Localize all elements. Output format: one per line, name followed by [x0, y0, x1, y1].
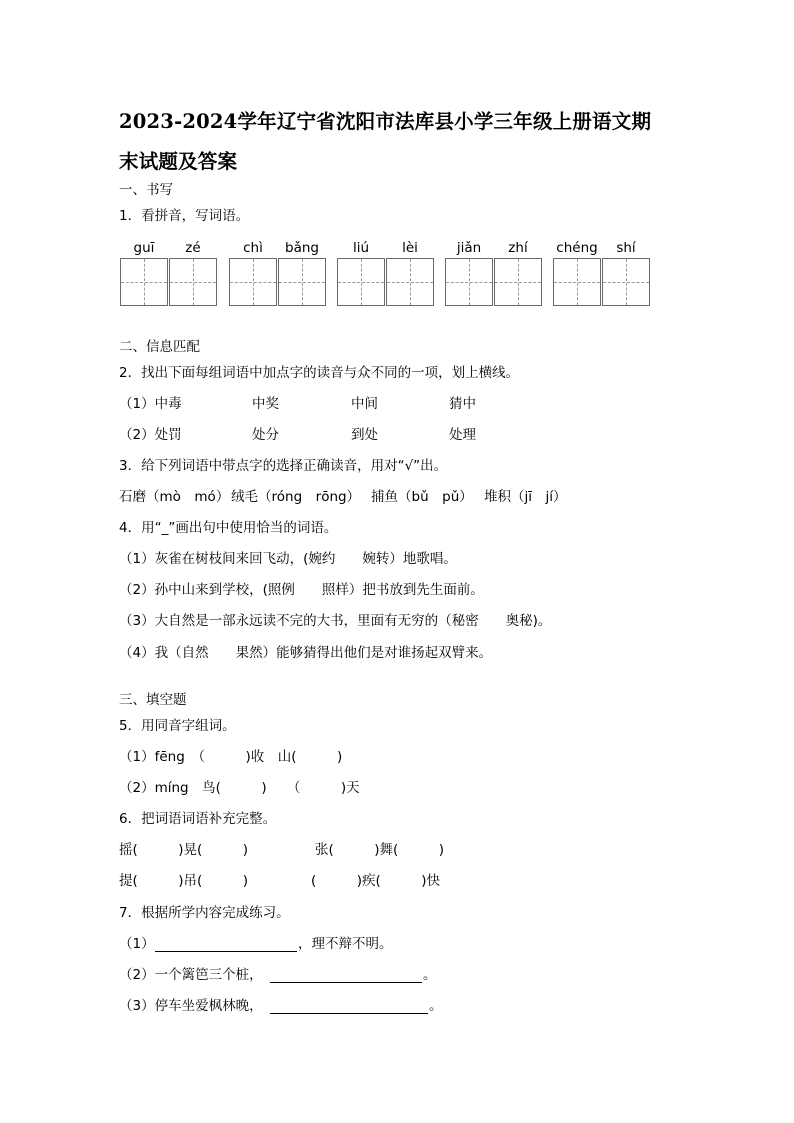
pinyin-label: liú — [352, 240, 370, 256]
q3-item: 堆积（jī jí） — [484, 489, 567, 505]
question-3-prompt: 3．给下列词语中带点字的选择正确读音，用对“√”出。 — [119, 458, 448, 474]
pinyin-label: bǎng — [285, 240, 319, 256]
pinyin-label: chéng — [556, 240, 598, 256]
writing-grid-box[interactable] — [278, 258, 326, 306]
page-title-line2: 末试题及答案 — [119, 150, 238, 173]
question-5-prompt: 5．用同音字组词。 — [119, 718, 236, 734]
writing-grid-box[interactable] — [229, 258, 277, 306]
pinyin-label: chì — [243, 240, 263, 256]
q3-item: 绒毛（róng rōng） — [231, 489, 361, 505]
writing-grid-box[interactable] — [337, 258, 385, 306]
q2-row1-item: 中奖 — [252, 396, 279, 412]
section-heading-fill-in: 三、填空题 — [119, 692, 187, 708]
q4-item: （2）孙中山来到学校，(照例 照样）把书放到先生面前。 — [119, 582, 484, 598]
q2-row1-item: 猜中 — [449, 396, 476, 412]
q7-item3-suffix: 。 — [429, 998, 443, 1014]
q4-item: （4）我（自然 果然）能够猜得出他们是对谁扬起双臂来。 — [119, 645, 493, 661]
q7-answer-blank[interactable] — [270, 1013, 428, 1014]
pinyin-label: guī — [133, 240, 155, 256]
section-heading-writing: 一、书写 — [119, 182, 173, 198]
q5-item: （2）míng 鸟( ) （ )天 — [119, 780, 360, 796]
q7-item2-prefix: （2）一个篱笆三个桩， — [119, 967, 263, 983]
question-7-prompt: 7．根据所学内容完成练习。 — [119, 905, 290, 921]
q6-item: 提( )吊( ) — [119, 873, 249, 889]
q3-item: 石磨（mò mó） — [119, 489, 230, 505]
writing-grid-box[interactable] — [494, 258, 542, 306]
q4-item: （1）灰雀在树枝间来回飞动，(婉约 婉转）地歌唱。 — [119, 551, 457, 567]
pinyin-label: shí — [616, 240, 636, 256]
question-2-prompt: 2．找出下面每组词语中加点字的读音与众不同的一项，划上横线。 — [119, 365, 520, 381]
q7-item2-suffix: 。 — [423, 967, 437, 983]
q2-row1-item: （1）中毒 — [119, 396, 182, 412]
pinyin-label: jiǎn — [456, 240, 482, 256]
question-4-prompt: 4．用“_”画出句中使用恰当的词语。 — [119, 520, 338, 536]
page-title-line1: 2023-2024学年辽宁省沈阳市法库县小学三年级上册语文期 — [119, 110, 652, 133]
writing-grid-box[interactable] — [445, 258, 493, 306]
question-1-prompt: 1．看拼音，写词语。 — [119, 208, 250, 224]
question-6-prompt: 6．把词语词语补充完整。 — [119, 811, 277, 827]
q6-item: 摇( )晃( ) — [119, 842, 249, 858]
writing-grid-box[interactable] — [553, 258, 601, 306]
q7-answer-blank[interactable] — [270, 982, 422, 983]
q6-item: 张( )舞( ) — [315, 842, 445, 858]
q2-row2-item: 到处 — [351, 427, 378, 443]
section-heading-matching: 二、信息匹配 — [119, 339, 200, 355]
q6-item: ( )疾( )快 — [311, 873, 441, 889]
q2-row2-item: 处理 — [449, 427, 476, 443]
writing-grid-box[interactable] — [120, 258, 168, 306]
q2-row1-item: 中间 — [351, 396, 378, 412]
q2-row2-item: 处分 — [252, 427, 279, 443]
q7-item1-suffix: ，理不辩不明。 — [298, 936, 393, 952]
q4-item: （3）大自然是一部永远读不完的大书，里面有无穷的（秘密 奥秘)。 — [119, 613, 552, 629]
q7-answer-blank[interactable] — [155, 951, 297, 952]
pinyin-label: lèi — [402, 240, 418, 256]
pinyin-label: zé — [185, 240, 201, 256]
pinyin-label: zhí — [508, 240, 528, 256]
writing-grid-box[interactable] — [169, 258, 217, 306]
q2-row2-item: （2）处罚 — [119, 427, 182, 443]
q3-item: 捕鱼（bǔ pǔ） — [371, 489, 473, 505]
writing-grid-box[interactable] — [602, 258, 650, 306]
q7-item3-prefix: （3）停车坐爱枫林晚， — [119, 998, 263, 1014]
q5-item: （1）fēng （ )收 山( ) — [119, 749, 343, 765]
writing-grid-box[interactable] — [386, 258, 434, 306]
q7-item1-prefix: （1） — [119, 936, 155, 952]
